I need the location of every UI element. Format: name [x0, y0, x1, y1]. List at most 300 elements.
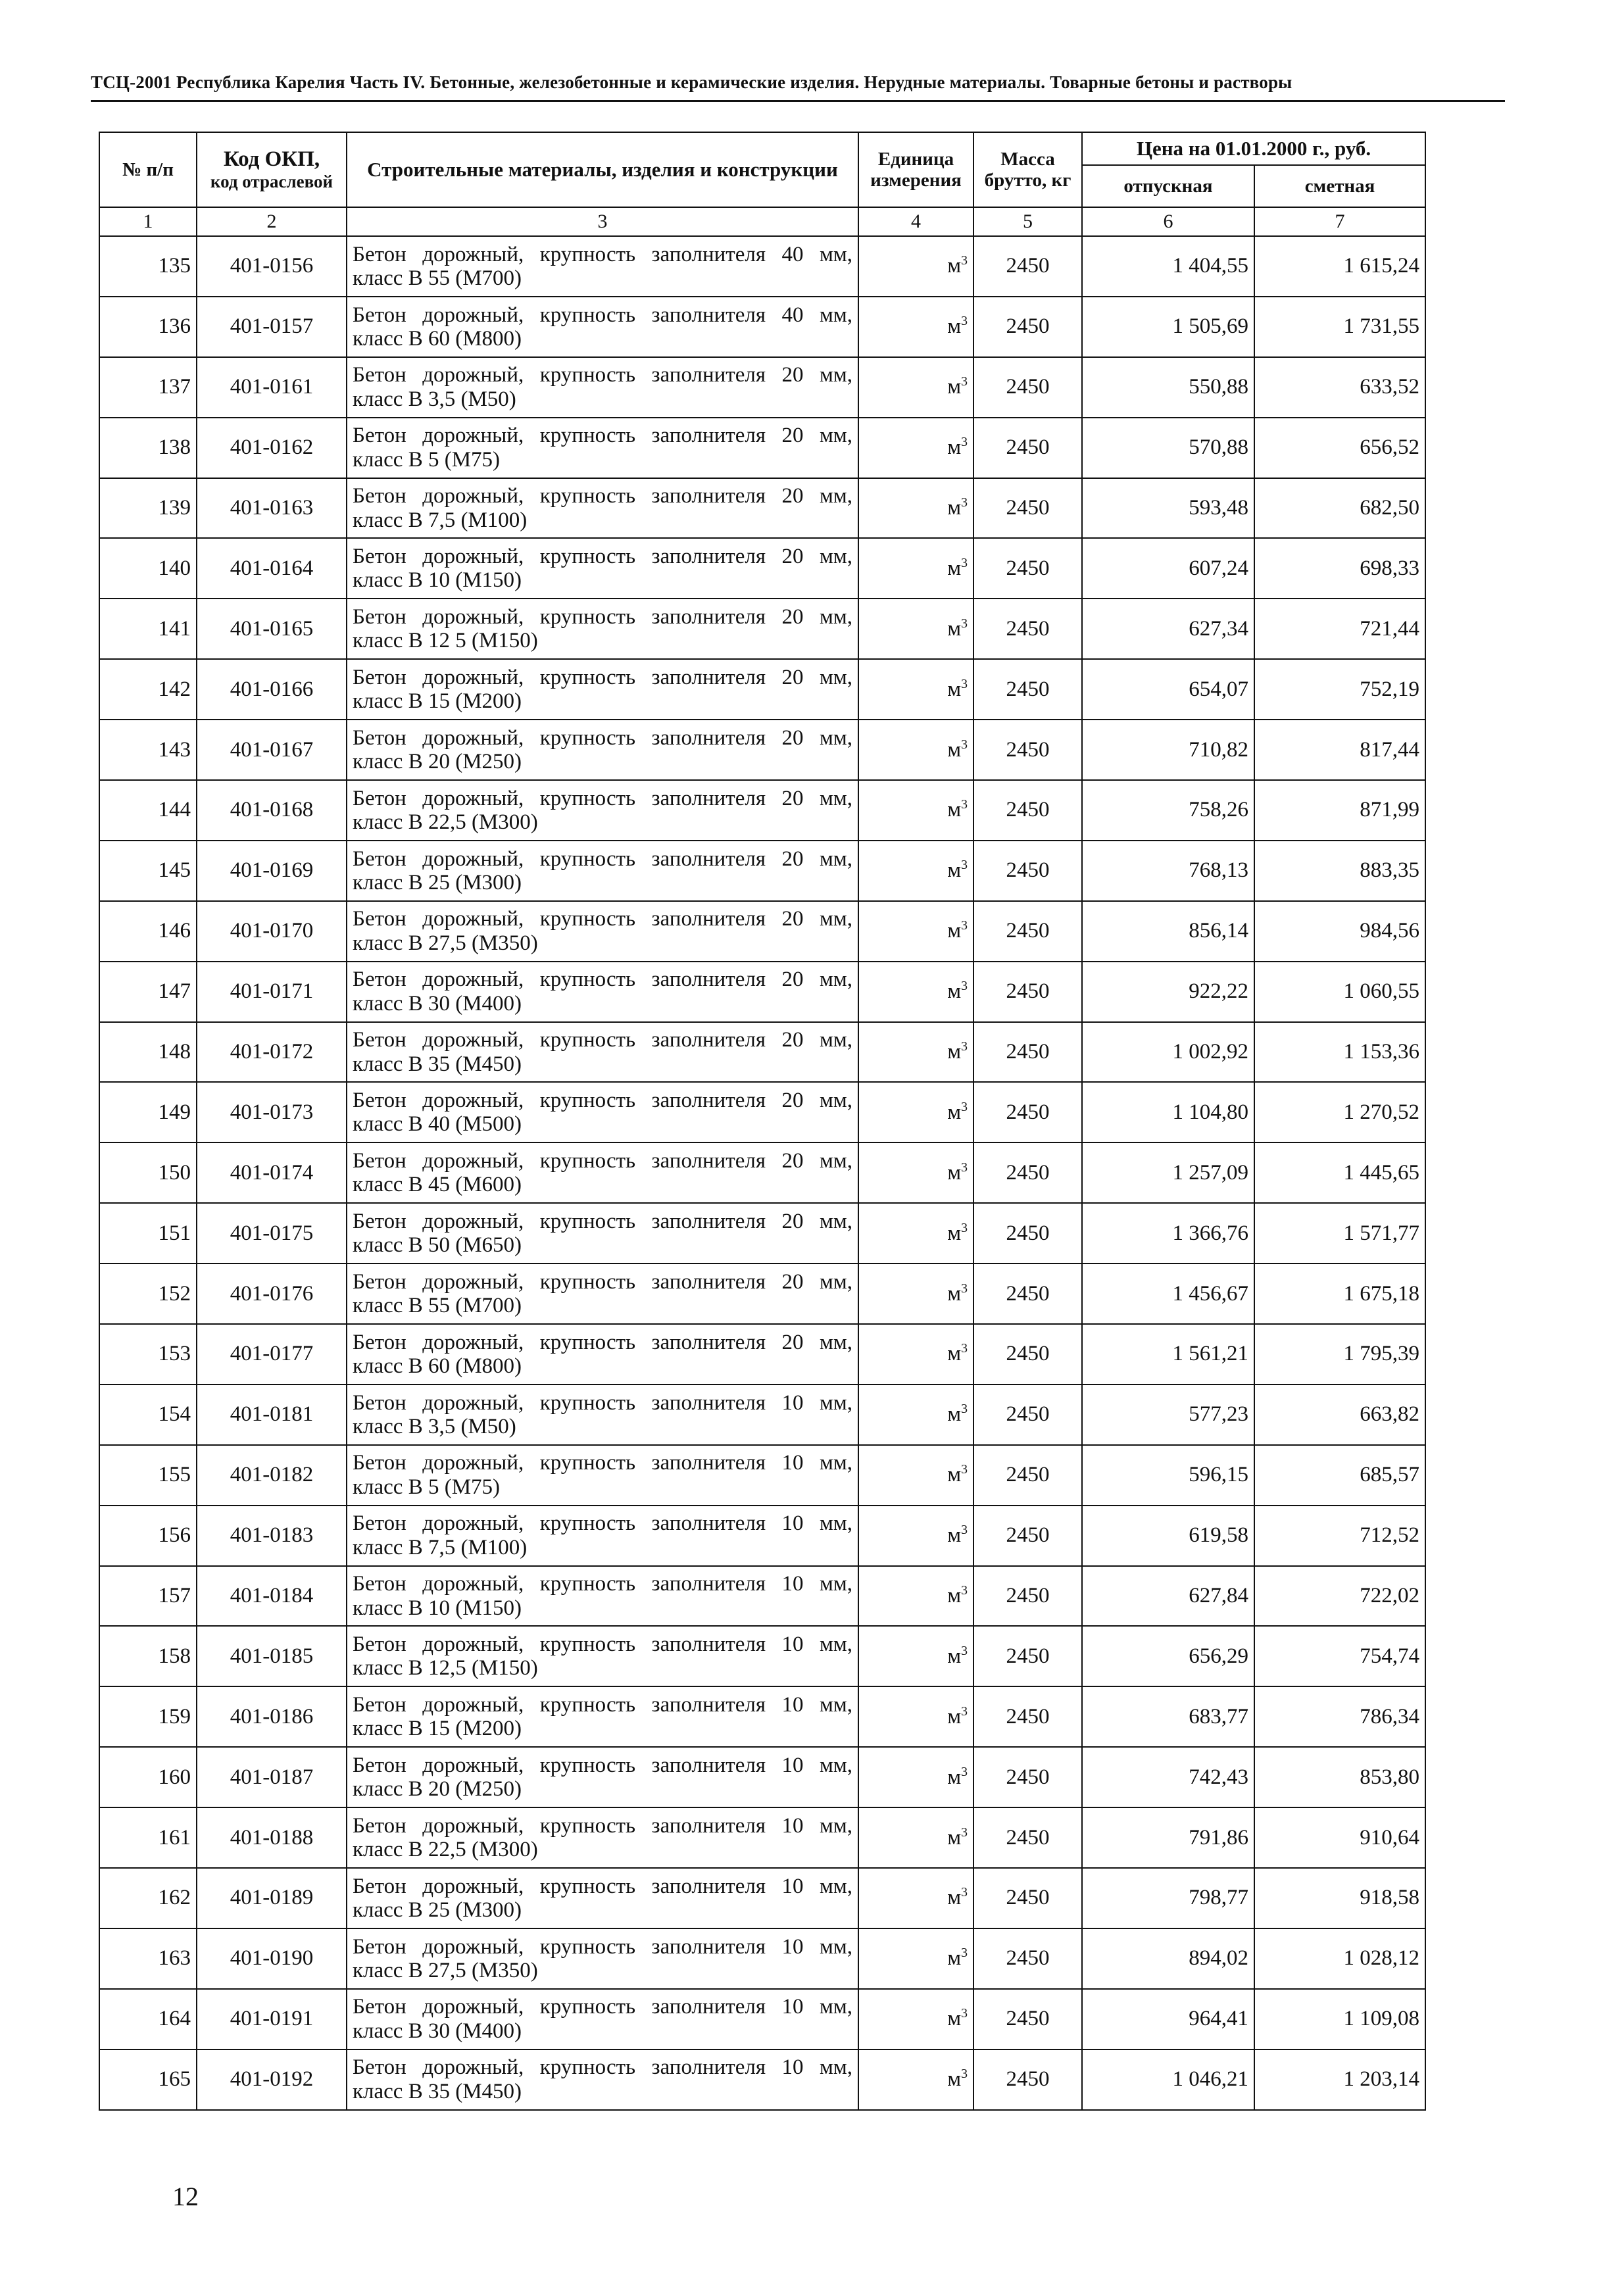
- release-price: [1082, 538, 1254, 599]
- row-number-text: 142: [158, 677, 191, 701]
- estimate-price: [1254, 780, 1425, 841]
- release-price-text: 619,58: [1189, 1523, 1248, 1548]
- estimate-price-text: 984,56: [1360, 919, 1420, 943]
- material-name: [347, 2049, 858, 2110]
- row-number: [99, 236, 197, 297]
- material-name: [347, 1385, 858, 1445]
- material-name: [347, 1445, 858, 1506]
- okp-code: [197, 1989, 347, 2049]
- okp-code-text: 401-0165: [230, 616, 314, 641]
- okp-code: [197, 1203, 347, 1263]
- material-name-text: Бетон дорожный, крупность заполнителя 20 мм, класс В 22,5 (М300): [353, 786, 852, 834]
- okp-code: [197, 236, 347, 297]
- unit-of-measure-text: м: [947, 1281, 962, 1306]
- estimate-price: [1254, 841, 1425, 901]
- unit-of-measure-text: м: [947, 2007, 962, 2031]
- unit-of-measure: [858, 236, 973, 297]
- okp-code-text: 401-0190: [230, 1946, 314, 1971]
- table-row: [99, 1022, 1425, 1083]
- okp-code: [197, 1868, 347, 1928]
- unit-of-measure-text: м: [947, 2067, 962, 2092]
- table-row: [99, 901, 1425, 962]
- material-name-text: Бетон дорожный, крупность заполнителя 20 мм, класс В 35 (М450): [353, 1028, 852, 1076]
- release-price: [1082, 1626, 1254, 1686]
- col-header-price-estimate: сметная: [1254, 165, 1425, 207]
- estimate-price: [1254, 599, 1425, 659]
- estimate-price-text: 1 060,55: [1343, 979, 1420, 1004]
- okp-code-text: 401-0174: [230, 1160, 314, 1185]
- unit-exponent: 3: [961, 555, 968, 570]
- unit-exponent: 3: [961, 1402, 968, 1417]
- estimate-price: [1254, 1142, 1425, 1203]
- okp-code-text: 401-0163: [230, 496, 314, 520]
- unit-of-measure-text: м: [947, 314, 962, 339]
- gross-mass: [973, 659, 1082, 720]
- release-price-text: 1 404,55: [1172, 254, 1248, 278]
- estimate-price: [1254, 1989, 1425, 2049]
- gross-mass-text: 2450: [1006, 616, 1050, 641]
- release-price-text: 1 505,69: [1172, 314, 1248, 339]
- unit-of-measure: [858, 1506, 973, 1566]
- col-header-num: № п/п: [99, 132, 197, 207]
- okp-code: [197, 1747, 347, 1807]
- unit-exponent: 3: [961, 374, 968, 389]
- release-price-text: 1 002,92: [1172, 1040, 1248, 1064]
- okp-code: [197, 1566, 347, 1627]
- gross-mass-text: 2450: [1006, 1402, 1050, 1427]
- gross-mass-text: 2450: [1006, 496, 1050, 520]
- material-name-text: Бетон дорожный, крупность заполнителя 10 мм, класс В 5 (М75): [353, 1451, 852, 1499]
- unit-of-measure: [858, 538, 973, 599]
- estimate-price-text: 722,02: [1360, 1584, 1420, 1608]
- material-name-text: Бетон дорожный, крупность заполнителя 20 мм, класс В 50 (М650): [353, 1209, 852, 1258]
- release-price: [1082, 780, 1254, 841]
- table-row: [99, 1506, 1425, 1566]
- col-number: 2: [197, 207, 347, 236]
- unit-of-measure: [858, 720, 973, 780]
- estimate-price-text: 786,34: [1360, 1704, 1420, 1729]
- material-name: [347, 720, 858, 780]
- gross-mass: [973, 720, 1082, 780]
- unit-of-measure: [858, 1928, 973, 1989]
- material-name-text: Бетон дорожный, крупность заполнителя 10 мм, класс В 15 (М200): [353, 1693, 852, 1741]
- okp-code: [197, 1022, 347, 1083]
- table-row: [99, 236, 1425, 297]
- material-name-text: Бетон дорожный, крупность заполнителя 20 мм, класс В 60 (М800): [353, 1330, 852, 1378]
- gross-mass: [973, 478, 1082, 539]
- col-header-code-sub: код отраслевой: [210, 172, 333, 192]
- okp-code: [197, 962, 347, 1022]
- unit-exponent: 3: [961, 1825, 968, 1840]
- unit-of-measure-text: м: [947, 1221, 962, 1245]
- gross-mass: [973, 1566, 1082, 1627]
- price-table: [99, 132, 1426, 2111]
- okp-code-text: 401-0175: [230, 1221, 314, 1245]
- gross-mass: [973, 1868, 1082, 1928]
- unit-exponent: 3: [961, 1643, 968, 1658]
- estimate-price-text: 754,74: [1360, 1644, 1420, 1668]
- release-price: [1082, 1868, 1254, 1928]
- release-price: [1082, 659, 1254, 720]
- material-name: [347, 1626, 858, 1686]
- row-number: [99, 297, 197, 357]
- okp-code-text: 401-0183: [230, 1523, 314, 1548]
- row-number-text: 158: [158, 1644, 191, 1668]
- gross-mass: [973, 780, 1082, 841]
- material-name: [347, 1022, 858, 1083]
- release-price-text: 656,29: [1189, 1644, 1248, 1668]
- unit-of-measure-text: м: [947, 1523, 962, 1548]
- estimate-price: [1254, 478, 1425, 539]
- row-number: [99, 1142, 197, 1203]
- gross-mass-text: 2450: [1006, 1040, 1050, 1064]
- unit-exponent: 3: [961, 1764, 968, 1779]
- okp-code: [197, 1263, 347, 1324]
- unit-of-measure: [858, 1263, 973, 1324]
- okp-code-text: 401-0156: [230, 254, 314, 278]
- material-name-text: Бетон дорожный, крупность заполнителя 10 мм, класс В 20 (М250): [353, 1753, 852, 1802]
- col-header-name: Строительные материалы, изделия и конструкции: [347, 132, 858, 207]
- estimate-price: [1254, 1324, 1425, 1385]
- unit-of-measure-text: м: [947, 1160, 962, 1185]
- okp-code: [197, 1928, 347, 1989]
- material-name: [347, 901, 858, 962]
- table-row: [99, 1263, 1425, 1324]
- material-name-text: Бетон дорожный, крупность заполнителя 20 мм, класс В 3,5 (М50): [353, 363, 852, 411]
- unit-exponent: 3: [961, 918, 968, 933]
- gross-mass-text: 2450: [1006, 979, 1050, 1004]
- unit-of-measure: [858, 1203, 973, 1263]
- unit-of-measure-text: м: [947, 1704, 962, 1729]
- okp-code-text: 401-0172: [230, 1040, 314, 1064]
- okp-code-text: 401-0164: [230, 556, 314, 580]
- release-price: [1082, 297, 1254, 357]
- release-price-text: 683,77: [1189, 1704, 1248, 1729]
- gross-mass-text: 2450: [1006, 1946, 1050, 1971]
- gross-mass: [973, 1203, 1082, 1263]
- unit-exponent: 3: [961, 1281, 968, 1296]
- release-price-text: 570,88: [1189, 435, 1248, 460]
- row-number-text: 161: [158, 1825, 191, 1850]
- estimate-price: [1254, 1385, 1425, 1445]
- row-number-text: 143: [158, 737, 191, 762]
- material-name-text: Бетон дорожный, крупность заполнителя 40 мм, класс В 55 (М700): [353, 242, 852, 290]
- row-number: [99, 841, 197, 901]
- unit-exponent: 3: [961, 1160, 968, 1175]
- gross-mass-text: 2450: [1006, 1342, 1050, 1366]
- release-price-text: 596,15: [1189, 1463, 1248, 1487]
- material-name-text: Бетон дорожный, крупность заполнителя 20 мм, класс В 10 (М150): [353, 545, 852, 593]
- col-header-code: [197, 132, 347, 207]
- row-number-text: 139: [158, 496, 191, 520]
- table-row: [99, 659, 1425, 720]
- estimate-price-text: 1 153,36: [1343, 1040, 1420, 1064]
- release-price-text: 577,23: [1189, 1402, 1248, 1427]
- material-name-text: Бетон дорожный, крупность заполнителя 20 мм, класс В 5 (М75): [353, 424, 852, 472]
- material-name-text: Бетон дорожный, крупность заполнителя 20 мм, класс В 45 (М600): [353, 1149, 852, 1197]
- table-row: [99, 418, 1425, 478]
- material-name: [347, 478, 858, 539]
- gross-mass-text: 2450: [1006, 858, 1050, 883]
- unit-of-measure: [858, 1082, 973, 1142]
- row-number: [99, 1747, 197, 1807]
- row-number-text: 149: [158, 1100, 191, 1124]
- estimate-price-text: 685,57: [1360, 1463, 1420, 1487]
- release-price-text: 1 046,21: [1172, 2067, 1248, 2092]
- material-name: [347, 1566, 858, 1627]
- gross-mass-text: 2450: [1006, 798, 1050, 822]
- estimate-price-text: 1 270,52: [1343, 1100, 1420, 1124]
- estimate-price-text: 817,44: [1360, 737, 1420, 762]
- col-number: 5: [973, 207, 1082, 236]
- okp-code-text: 401-0181: [230, 1402, 314, 1427]
- unit-exponent: 3: [961, 1523, 968, 1538]
- unit-of-measure-text: м: [947, 254, 962, 278]
- release-price-text: 654,07: [1189, 677, 1248, 701]
- unit-of-measure-text: м: [947, 919, 962, 943]
- unit-exponent: 3: [961, 979, 968, 994]
- row-number: [99, 720, 197, 780]
- gross-mass: [973, 236, 1082, 297]
- row-number: [99, 901, 197, 962]
- row-number-text: 136: [158, 314, 191, 339]
- okp-code-text: 401-0171: [230, 979, 314, 1004]
- material-name-text: Бетон дорожный, крупность заполнителя 10 мм, класс В 25 (М300): [353, 1874, 852, 1922]
- estimate-price-text: 883,35: [1360, 858, 1420, 883]
- unit-exponent: 3: [961, 1583, 968, 1598]
- row-number-text: 159: [158, 1704, 191, 1729]
- release-price: [1082, 1445, 1254, 1506]
- estimate-price-text: 656,52: [1360, 435, 1420, 460]
- unit-exponent: 3: [961, 435, 968, 450]
- gross-mass-text: 2450: [1006, 556, 1050, 580]
- release-price-text: 607,24: [1189, 556, 1248, 580]
- table-row: [99, 1747, 1425, 1807]
- estimate-price: [1254, 1928, 1425, 1989]
- okp-code-text: 401-0188: [230, 1825, 314, 1850]
- release-price-text: 742,43: [1189, 1765, 1248, 1789]
- release-price: [1082, 1082, 1254, 1142]
- unit-of-measure: [858, 901, 973, 962]
- material-name: [347, 1686, 858, 1747]
- page-number: 12: [172, 2182, 199, 2211]
- release-price: [1082, 418, 1254, 478]
- release-price-text: 922,22: [1189, 979, 1248, 1004]
- gross-mass-text: 2450: [1006, 2067, 1050, 2092]
- gross-mass: [973, 841, 1082, 901]
- release-price: [1082, 1022, 1254, 1083]
- material-name: [347, 1142, 858, 1203]
- unit-of-measure: [858, 297, 973, 357]
- gross-mass: [973, 1385, 1082, 1445]
- unit-of-measure-text: м: [947, 737, 962, 762]
- estimate-price: [1254, 418, 1425, 478]
- unit-of-measure-text: м: [947, 1584, 962, 1608]
- material-name-text: Бетон дорожный, крупность заполнителя 10 мм, класс В 30 (М400): [353, 1995, 852, 2043]
- row-number: [99, 538, 197, 599]
- gross-mass: [973, 1807, 1082, 1868]
- unit-of-measure: [858, 1686, 973, 1747]
- material-name-text: Бетон дорожный, крупность заполнителя 20 мм, класс В 15 (М200): [353, 665, 852, 714]
- estimate-price: [1254, 2049, 1425, 2110]
- unit-exponent: 3: [961, 797, 968, 812]
- estimate-price: [1254, 962, 1425, 1022]
- row-number: [99, 1385, 197, 1445]
- okp-code: [197, 2049, 347, 2110]
- unit-of-measure: [858, 659, 973, 720]
- gross-mass: [973, 1928, 1082, 1989]
- unit-exponent: 3: [961, 1885, 968, 1900]
- table-row: [99, 297, 1425, 357]
- material-name: [347, 659, 858, 720]
- okp-code-text: 401-0176: [230, 1281, 314, 1306]
- row-number-text: 140: [158, 556, 191, 580]
- release-price: [1082, 478, 1254, 539]
- estimate-price-text: 1 615,24: [1343, 254, 1420, 278]
- gross-mass-text: 2450: [1006, 1825, 1050, 1850]
- unit-of-measure: [858, 1022, 973, 1083]
- material-name: [347, 236, 858, 297]
- estimate-price: [1254, 1747, 1425, 1807]
- material-name: [347, 962, 858, 1022]
- estimate-price: [1254, 1868, 1425, 1928]
- gross-mass-text: 2450: [1006, 1704, 1050, 1729]
- row-number-text: 156: [158, 1523, 191, 1548]
- unit-of-measure-text: м: [947, 1100, 962, 1124]
- release-price-text: 550,88: [1189, 375, 1248, 399]
- unit-of-measure-text: м: [947, 616, 962, 641]
- okp-code-text: 401-0162: [230, 435, 314, 460]
- gross-mass: [973, 1747, 1082, 1807]
- estimate-price: [1254, 357, 1425, 418]
- unit-exponent: 3: [961, 676, 968, 691]
- gross-mass: [973, 297, 1082, 357]
- gross-mass: [973, 538, 1082, 599]
- release-price-text: 791,86: [1189, 1825, 1248, 1850]
- release-price: [1082, 1686, 1254, 1747]
- table-row: [99, 1203, 1425, 1263]
- estimate-price: [1254, 297, 1425, 357]
- okp-code-text: 401-0157: [230, 314, 314, 339]
- okp-code: [197, 1324, 347, 1385]
- table-row: [99, 1928, 1425, 1989]
- row-number: [99, 1626, 197, 1686]
- estimate-price-text: 752,19: [1360, 677, 1420, 701]
- release-price-text: 1 257,09: [1172, 1160, 1248, 1185]
- unit-of-measure: [858, 357, 973, 418]
- unit-of-measure: [858, 780, 973, 841]
- release-price-text: 1 104,80: [1172, 1100, 1248, 1124]
- gross-mass: [973, 1989, 1082, 2049]
- row-number: [99, 1324, 197, 1385]
- release-price: [1082, 1203, 1254, 1263]
- unit-exponent: 3: [961, 314, 968, 329]
- row-number-text: 153: [158, 1342, 191, 1366]
- release-price-text: 710,82: [1189, 737, 1248, 762]
- row-number: [99, 1506, 197, 1566]
- material-name: [347, 357, 858, 418]
- gross-mass: [973, 1142, 1082, 1203]
- okp-code-text: 401-0167: [230, 737, 314, 762]
- row-number-text: 150: [158, 1160, 191, 1185]
- row-number: [99, 599, 197, 659]
- material-name-text: Бетон дорожный, крупность заполнителя 40 мм, класс В 60 (М800): [353, 303, 852, 351]
- unit-of-measure-text: м: [947, 1825, 962, 1850]
- material-name-text: Бетон дорожный, крупность заполнителя 20 мм, класс В 40 (М500): [353, 1089, 852, 1137]
- estimate-price-text: 721,44: [1360, 616, 1420, 641]
- row-number: [99, 357, 197, 418]
- row-number: [99, 1686, 197, 1747]
- header-rule: [91, 100, 1505, 102]
- material-name: [347, 1082, 858, 1142]
- release-price: [1082, 841, 1254, 901]
- estimate-price: [1254, 659, 1425, 720]
- release-price-text: 964,41: [1189, 2007, 1248, 2031]
- row-number: [99, 1263, 197, 1324]
- table-row: [99, 1142, 1425, 1203]
- row-number-text: 155: [158, 1463, 191, 1487]
- unit-of-measure: [858, 1747, 973, 1807]
- okp-code-text: 401-0185: [230, 1644, 314, 1668]
- release-price-text: 894,02: [1189, 1946, 1248, 1971]
- unit-of-measure-text: м: [947, 677, 962, 701]
- unit-of-measure-text: м: [947, 858, 962, 883]
- row-number-text: 148: [158, 1040, 191, 1064]
- release-price: [1082, 1263, 1254, 1324]
- row-number-text: 160: [158, 1765, 191, 1789]
- unit-of-measure: [858, 1868, 973, 1928]
- material-name-text: Бетон дорожный, крупность заполнителя 20 мм, класс В 55 (М700): [353, 1269, 852, 1318]
- material-name: [347, 297, 858, 357]
- gross-mass-text: 2450: [1006, 1644, 1050, 1668]
- column-number-row: [99, 207, 1425, 236]
- row-number: [99, 1868, 197, 1928]
- unit-of-measure: [858, 1142, 973, 1203]
- material-name-text: Бетон дорожный, крупность заполнителя 10 мм, класс В 12,5 (М150): [353, 1632, 852, 1680]
- release-price: [1082, 1506, 1254, 1566]
- table-row: [99, 599, 1425, 659]
- row-number: [99, 1445, 197, 1506]
- okp-code: [197, 357, 347, 418]
- unit-exponent: 3: [961, 1099, 968, 1114]
- table-row: [99, 1324, 1425, 1385]
- row-number: [99, 2049, 197, 2110]
- unit-of-measure: [858, 1385, 973, 1445]
- release-price-text: 798,77: [1189, 1886, 1248, 1910]
- row-number: [99, 1022, 197, 1083]
- unit-of-measure: [858, 1445, 973, 1506]
- estimate-price-text: 871,99: [1360, 798, 1420, 822]
- table-row: [99, 357, 1425, 418]
- gross-mass: [973, 1082, 1082, 1142]
- unit-of-measure-text: м: [947, 375, 962, 399]
- unit-exponent: 3: [961, 253, 968, 268]
- release-price-text: 593,48: [1189, 496, 1248, 520]
- estimate-price-text: 1 675,18: [1343, 1281, 1420, 1306]
- okp-code-text: 401-0168: [230, 798, 314, 822]
- material-name-text: Бетон дорожный, крупность заполнителя 20 мм, класс В 25 (М300): [353, 846, 852, 895]
- material-name: [347, 1928, 858, 1989]
- table-row: [99, 538, 1425, 599]
- okp-code: [197, 780, 347, 841]
- release-price: [1082, 901, 1254, 962]
- unit-exponent: 3: [961, 1220, 968, 1235]
- unit-exponent: 3: [961, 1704, 968, 1719]
- unit-of-measure: [858, 418, 973, 478]
- table-row: [99, 478, 1425, 539]
- unit-of-measure-text: м: [947, 1463, 962, 1487]
- okp-code: [197, 841, 347, 901]
